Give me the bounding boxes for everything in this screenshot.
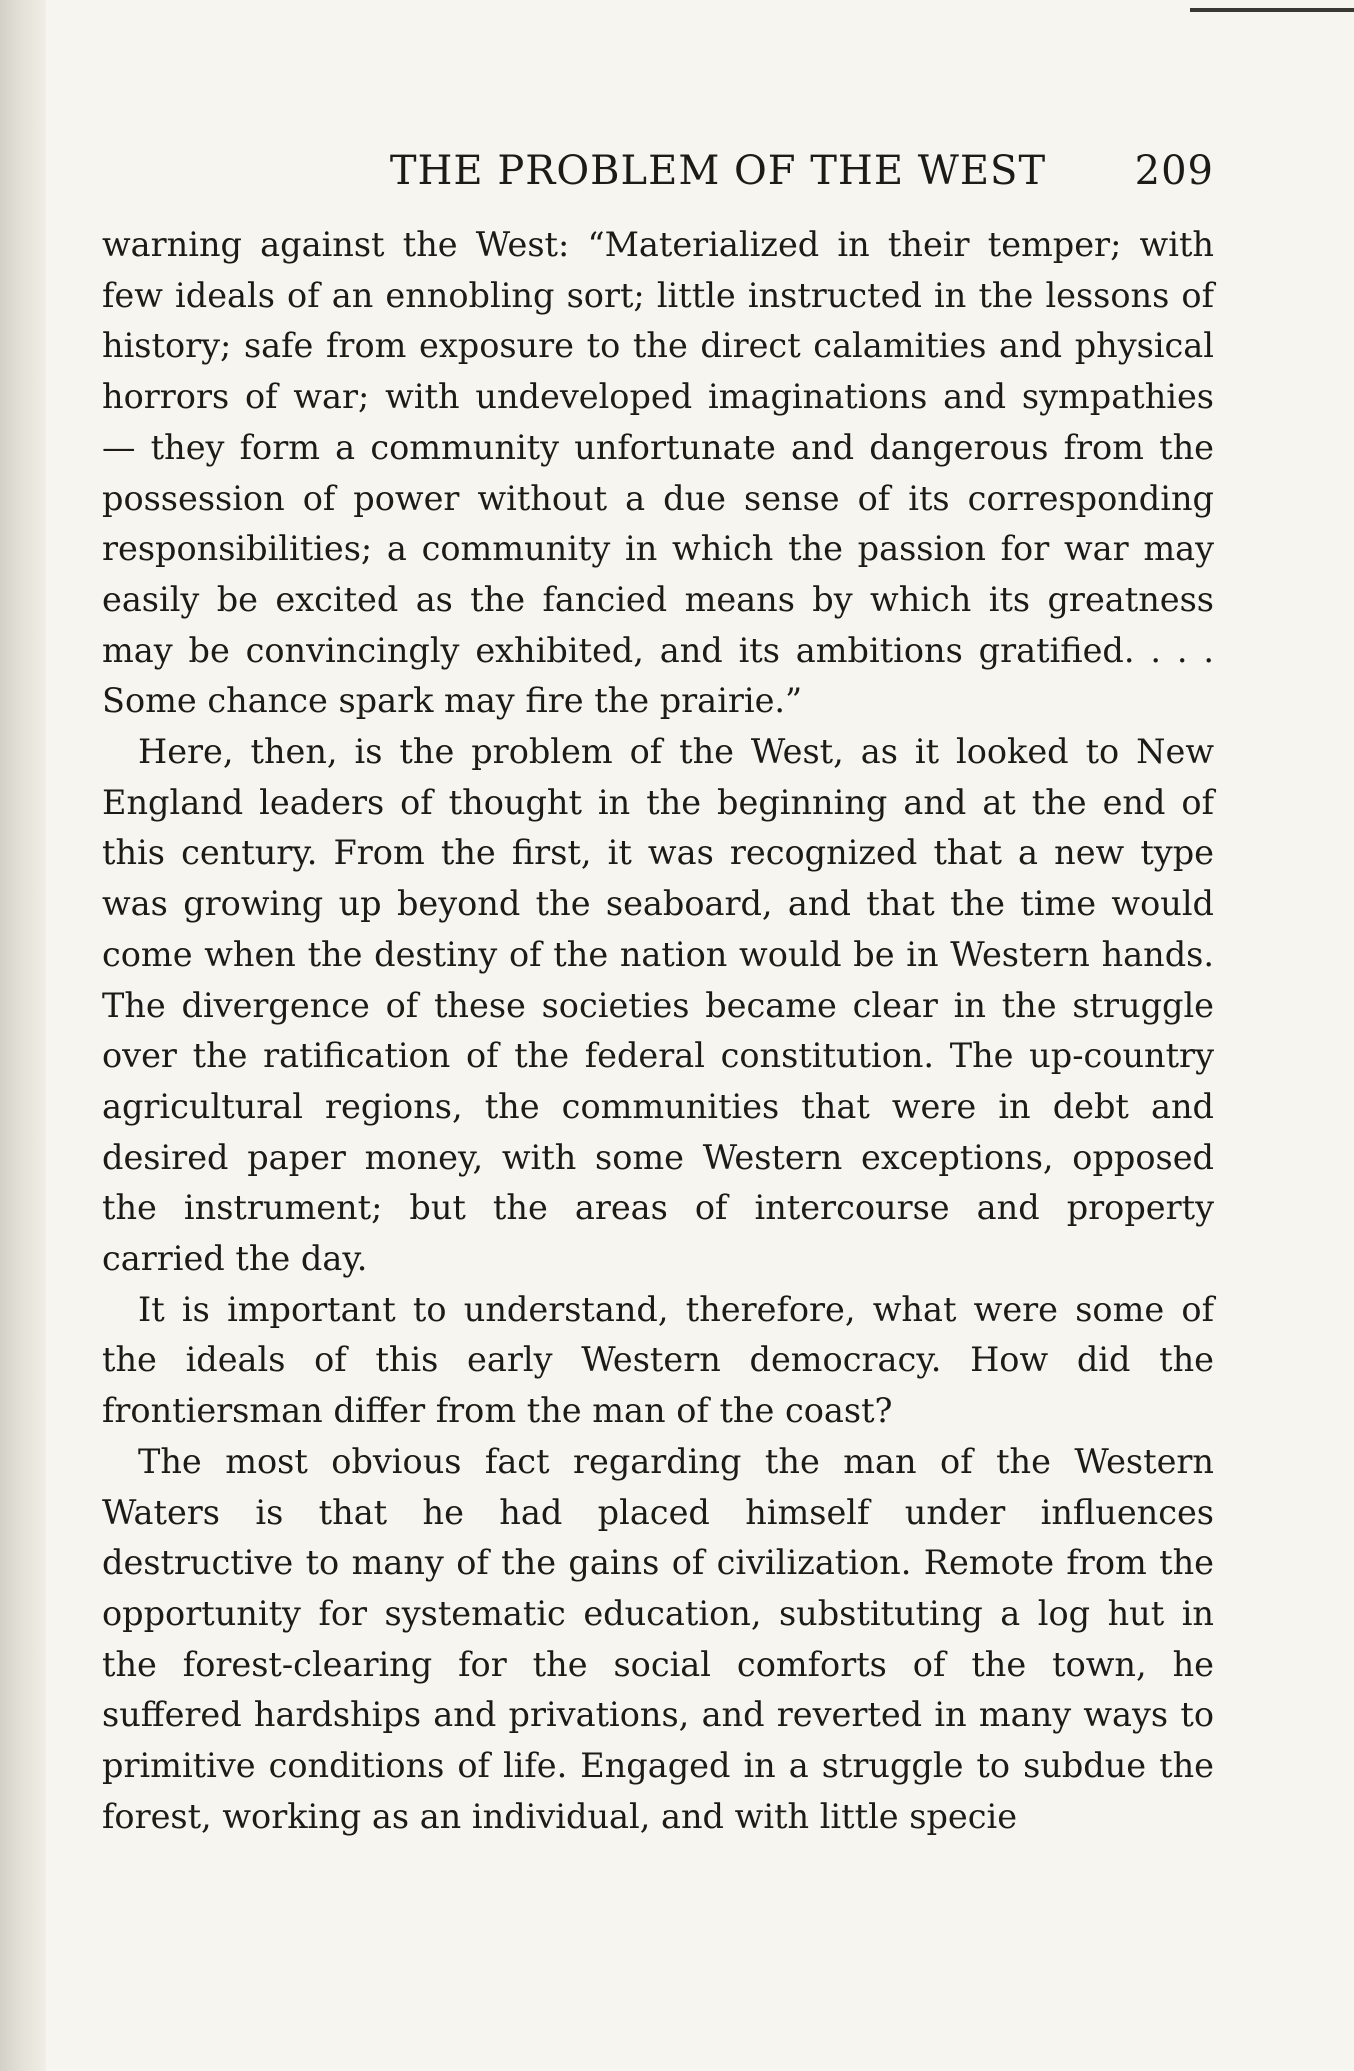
- body-text: [102, 220, 1214, 1843]
- top-edge-rule: [1190, 8, 1354, 12]
- scanned-page-edge: [0, 0, 46, 2071]
- book-page: [102, 140, 1214, 1843]
- paragraph-problem-of-west: Here, then, is the problem of the West, as it looked to New England leaders of thought in the beginning and at the end of this century. From the first, it was recognized that a new type was growing up beyond the seaboard, and that the time would come when the destiny of the nation would be in Western hands. The divergence of these societies became clear in the struggle over the ratification of the federal constitution. The up-country agricultural regions, the communities that were in debt and desired paper money, with some Western exceptions, opposed the instrument; but the areas of intercourse and property carried the day.: [102, 732, 1214, 1279]
- page-number: 209: [1134, 148, 1214, 194]
- paragraph-man-of-western-waters: The most obvious fact regarding the man of the Western Waters is that he had placed himself under influences destructive to many of the gains of civilization. Remote from the opportunity for systematic education, substituting a log hut in the forest-clearing for the social comforts of the town, he suffered hardships and privations, and reverted in many ways to primitive conditions of life. Engaged in a struggle to subdue the forest, working as an individual, and with little specie: [102, 1441, 1214, 1836]
- running-title: THE PROBLEM OF THE WEST: [389, 148, 1047, 194]
- running-head: [102, 140, 1214, 210]
- paragraph-continued-quote: warning against the West: “Materialized in their temper; with few ideals of an ennobling sort; little instructed in the lessons of history; safe from exposure to the direct calamities and physical horrors of war; with undeveloped imaginations and sympathies — they form a community unfortunate and dangerous from the possession of power without a due sense of its corresponding responsibilities; a community in which the passion for war may easily be excited as the fancied means by which its greatness may be convincingly exhibited, and its ambitions gratified. . . . Some chance spark may fire the prairie.”: [102, 225, 1214, 721]
- paragraph-western-ideals: It is important to understand, therefore, what were some of the ideals of this early Western democracy. How did the frontiersman differ from the man of the coast?: [102, 1289, 1214, 1431]
